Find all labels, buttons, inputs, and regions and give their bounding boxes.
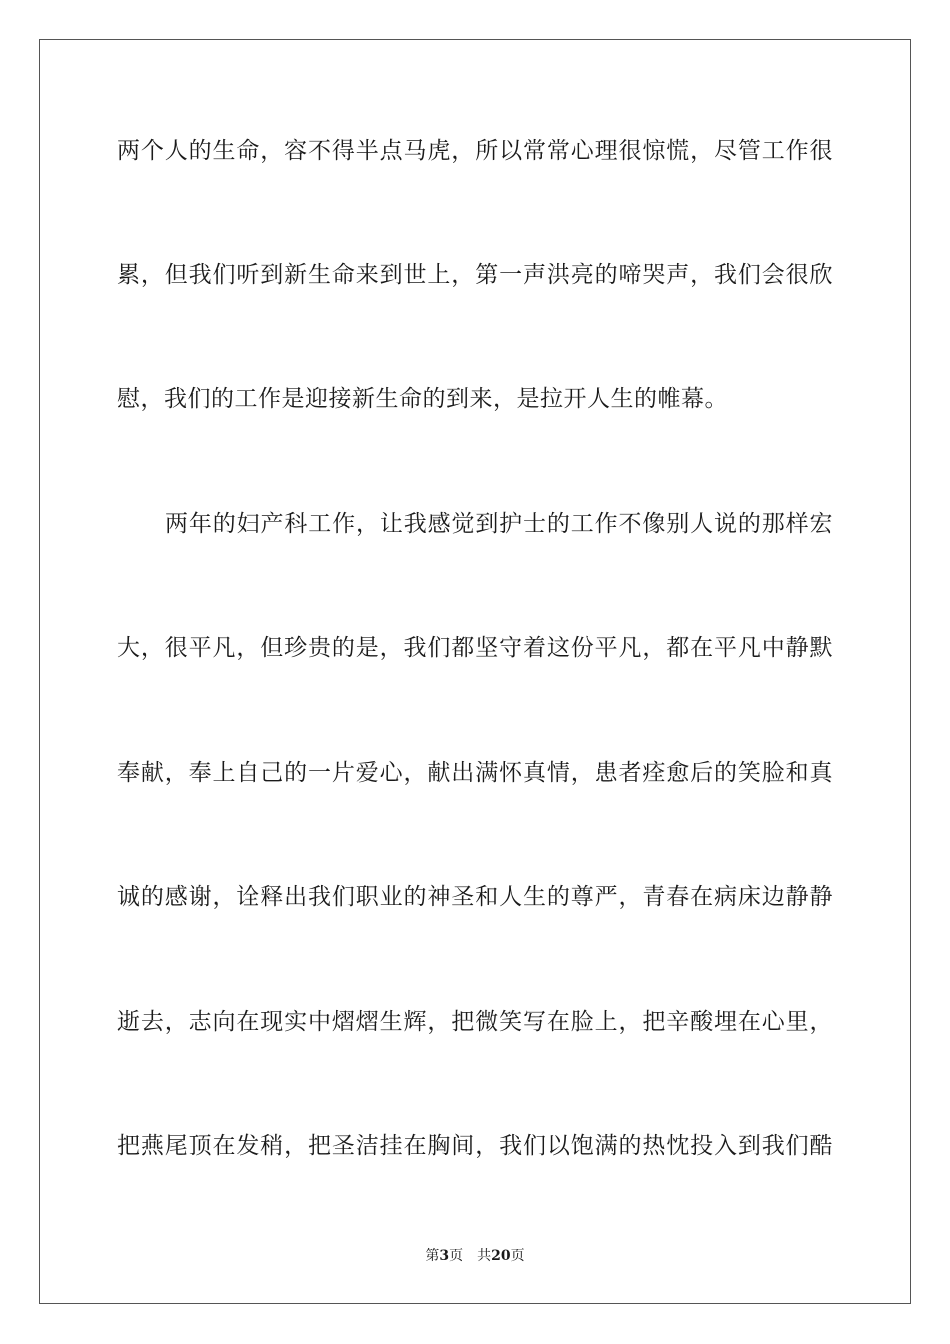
paragraph-line: 把燕尾顶在发稍，把圣洁挂在胸间，我们以饱满的热忱投入到我们酷 [117, 1133, 833, 1159]
paragraph-line: 两个人的生命，容不得半点马虎，所以常常心理很惊慌，尽管工作很 [117, 138, 833, 164]
page-prefix: 第 [425, 1248, 440, 1264]
page-border [39, 39, 911, 1304]
total-suffix: 页 [510, 1248, 525, 1264]
page-suffix: 页 [449, 1248, 464, 1264]
paragraph-line: 奉献，奉上自己的一片爱心，献出满怀真情，患者痊愈后的笑脸和真 [117, 760, 833, 786]
paragraph-line: 两年的妇产科工作，让我感觉到护士的工作不像别人说的那样宏 [165, 511, 833, 537]
page-number: 3 [439, 1248, 450, 1264]
total-pages: 20 [491, 1248, 511, 1264]
page-footer [0, 1247, 950, 1265]
total-prefix: 共 [477, 1248, 492, 1264]
paragraph-line: 逝去，志向在现实中熠熠生辉，把微笑写在脸上，把辛酸埋在心里， [117, 1009, 833, 1035]
paragraph-line: 慰，我们的工作是迎接新生命的到来，是拉开人生的帷幕。 [117, 386, 728, 412]
paragraph-line: 诚的感谢，诠释出我们职业的神圣和人生的尊严，青春在病床边静静 [117, 884, 833, 910]
paragraph-line: 累，但我们听到新生命来到世上，第一声洪亮的啼哭声，我们会很欣 [117, 262, 833, 288]
paragraph-line: 大，很平凡，但珍贵的是，我们都坚守着这份平凡，都在平凡中静默 [117, 635, 833, 661]
